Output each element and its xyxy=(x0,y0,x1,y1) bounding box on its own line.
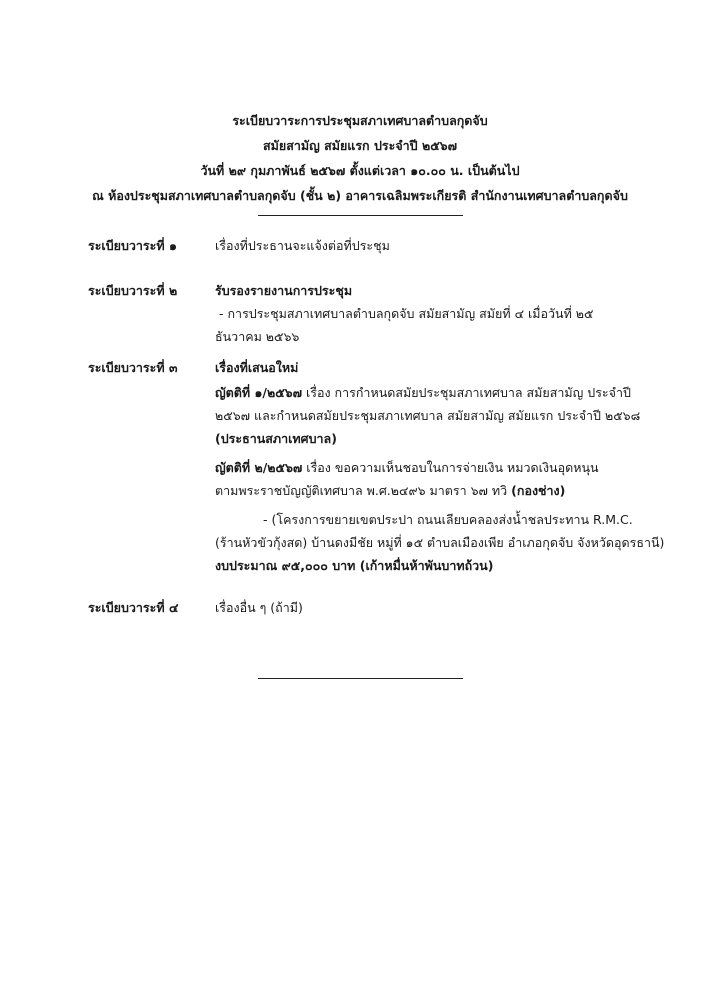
header-divider xyxy=(258,215,463,216)
project-budget: งบประมาณ ๙๕,๐๐๐ บาท (เก้าหมื่นห้าพันบาทถ้วน) xyxy=(215,558,494,573)
header-date-time: วันที่ ๒๙ กุมภาพันธ์ ๒๕๖๗ ตั้งแต่เวลา ๑๐.๐๐ น. เป็นต้นไป xyxy=(200,163,520,178)
motion-1 xyxy=(215,381,655,450)
agenda-title: เรื่องที่เสนอใหม่ xyxy=(215,360,299,375)
document-header xyxy=(40,108,680,208)
header-session: สมัยสามัญ สมัยแรก ประจำปี ๒๕๖๗ xyxy=(263,138,457,153)
motion-number: ญัตติที่ ๒/๒๕๖๗ xyxy=(215,460,303,475)
header-title: ระเบียบวาระการประชุมสภาเทศบาลตำบลกุดจับ xyxy=(232,113,488,128)
agenda-title: รับรองรายงานการประชุม xyxy=(215,283,353,298)
agenda-label: ระเบียบวาระที่ ๓ xyxy=(88,360,178,375)
motion-proposer: (กองช่าง) xyxy=(511,483,566,498)
agenda-title: เรื่องอื่น ๆ (ถ้ามี) xyxy=(215,600,303,615)
motion-text: ตามพระราชบัญญัติเทศบาล พ.ศ.๒๔๙๖ มาตรา ๖๗ ทวิ xyxy=(215,483,512,498)
project-detail: - (โครงการขยายเขตประปา ถนนเลียบคลองส่งน้ำชลประทาน R.M.C. xyxy=(263,512,633,527)
motion-text: ๒๕๖๗ และกำหนดสมัยประชุมสภาเทศบาล สมัยสามัญ สมัยแรก ประจำปี ๒๕๖๘ xyxy=(215,408,641,423)
agenda-label: ระเบียบวาระที่ ๔ xyxy=(88,600,179,615)
header-venue: ณ ห้องประชุมสภาเทศบาลตำบลกุดจับ (ชั้น ๒) อาคารเฉลิมพระเกียรติ สำนักงานเทศบาลตำบลกุดจับ xyxy=(92,188,628,203)
motion-proposer: (ประธานสภาเทศบาล) xyxy=(215,431,337,446)
agenda-title: เรื่องที่ประธานจะแจ้งต่อที่ประชุม xyxy=(215,238,390,253)
motion-number: ญัตติที่ ๑/๒๕๖๗ xyxy=(215,385,303,400)
agenda-detail: ธันวาคม ๒๕๖๖ xyxy=(215,329,300,344)
project-detail: (ร้านหัวขัวกุ้งสด) บ้านดงมีชัย หมู่ที่ ๑๕ ตำบลเมืองเพีย อำเภอกุดจับ จังหวัดอุดรธานี) xyxy=(215,535,665,550)
agenda-label: ระเบียบวาระที่ ๒ xyxy=(88,283,178,298)
motion-text: เรื่อง ขอความเห็นชอบในการจ่ายเงิน หมวดเงินอุดหนุน xyxy=(302,460,599,475)
footer-divider xyxy=(258,678,463,679)
motion-2 xyxy=(215,456,665,577)
agenda-detail: - การประชุมสภาเทศบาลตำบลกุดจับ สมัยสามัญ สมัยที่ ๔ เมื่อวันที่ ๒๕ xyxy=(219,306,594,321)
motion-text: เรื่อง การกำหนดสมัยประชุมสภาเทศบาล สมัยสามัญ ประจำปี xyxy=(302,385,631,400)
agenda-label: ระเบียบวาระที่ ๑ xyxy=(88,238,177,253)
